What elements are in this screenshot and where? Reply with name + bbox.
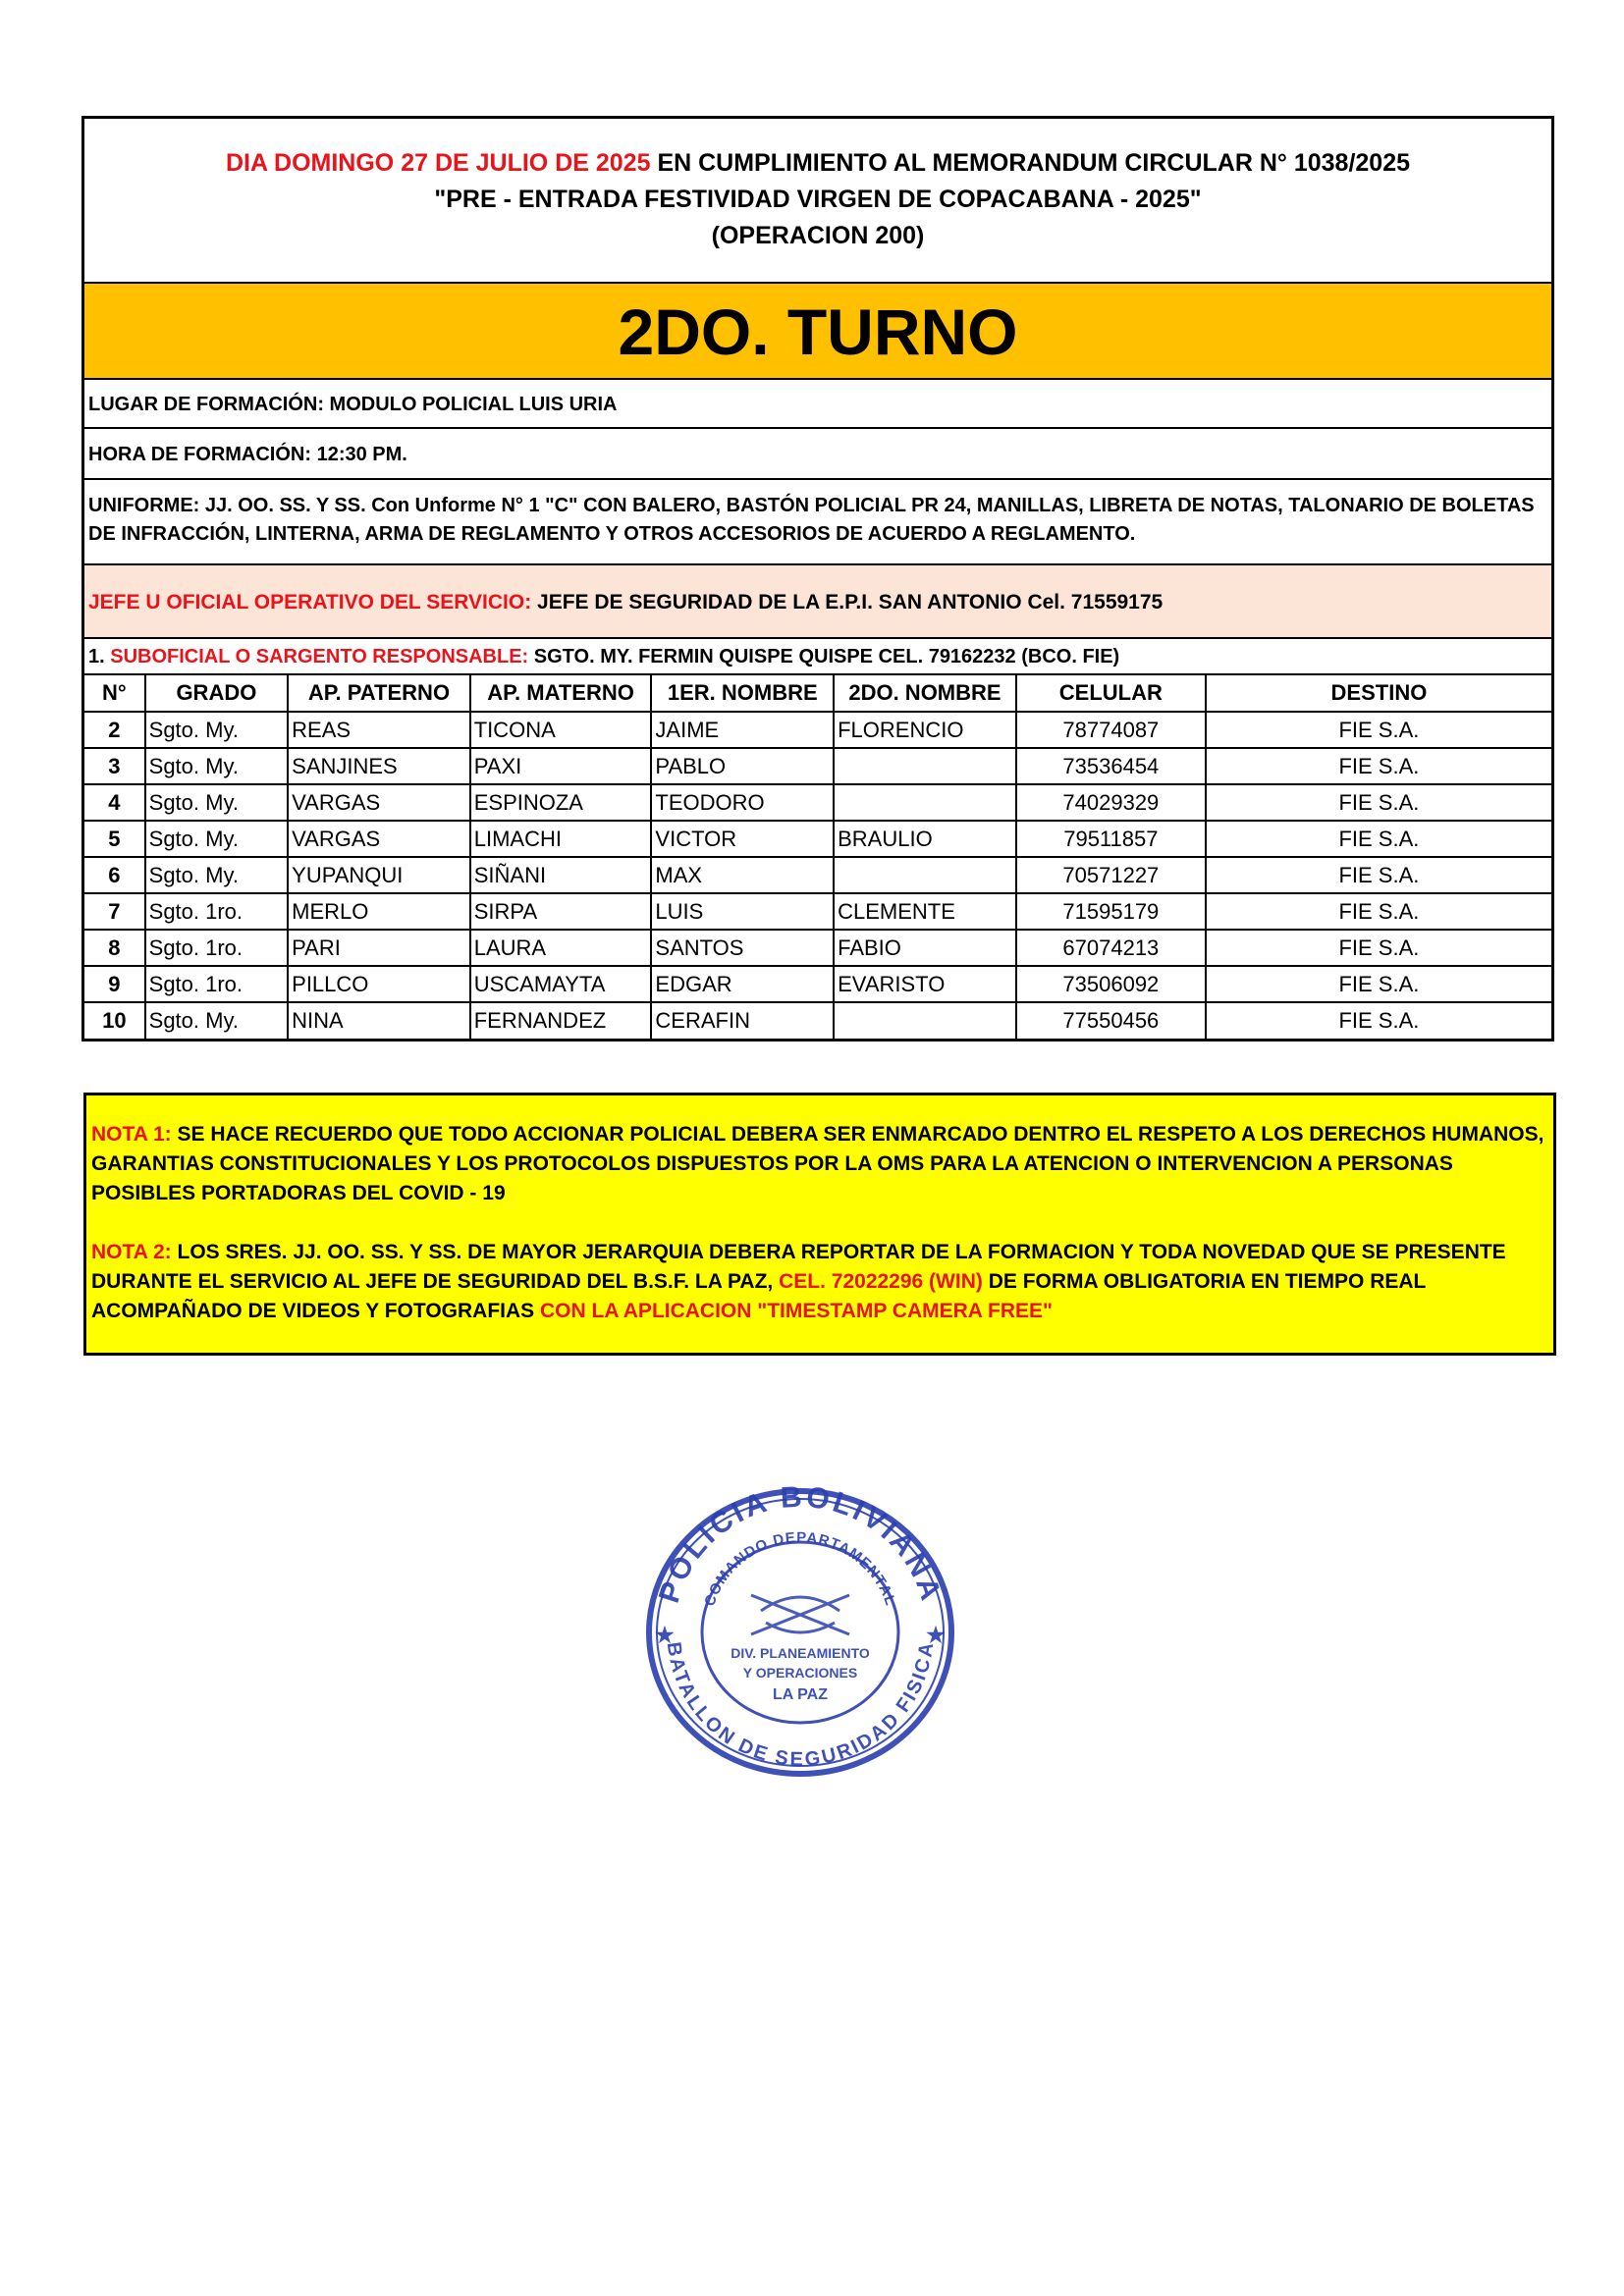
operation-sheet	[81, 116, 1554, 1041]
cell-celular: 70571227	[1016, 857, 1206, 893]
table-row	[84, 966, 1551, 1002]
nota-2-cel: CEL. 72022296 (WIN)	[779, 1270, 983, 1293]
cell-nombre2: FABIO	[834, 930, 1016, 966]
cell-paterno: NINA	[288, 1002, 470, 1039]
cell-materno: LAURA	[470, 930, 652, 966]
cell-num: 8	[84, 930, 145, 966]
cell-nombre1: LUIS	[651, 893, 834, 930]
header-line-3: (OPERACION 200)	[711, 222, 925, 249]
cell-nombre2: BRAULIO	[834, 821, 1016, 857]
cell-nombre1: CERAFIN	[651, 1002, 834, 1039]
lugar-formacion: LUGAR DE FORMACIÓN: MODULO POLICIAL LUIS URIA	[84, 380, 1551, 429]
cell-celular: 79511857	[1016, 821, 1206, 857]
cell-materno: USCAMAYTA	[470, 966, 652, 1002]
cell-materno: SIÑANI	[470, 857, 652, 893]
cell-grado: Sgto. 1ro.	[145, 893, 289, 930]
cell-destino: FIE S.A.	[1206, 712, 1551, 748]
cell-destino: FIE S.A.	[1206, 893, 1551, 930]
nota-2-text-2: DE FORMA OBLIGATORIA EN TIEMPO REAL ACOMPAÑADO DE VIDEOS Y FOTOGRAFIAS	[91, 1270, 1426, 1322]
header-memo: EN CUMPLIMIENTO AL MEMORANDUM CIRCULAR N° 1038/2025	[650, 149, 1411, 177]
cell-num: 7	[84, 893, 145, 930]
table-row	[84, 930, 1551, 966]
seal-star-left: ★	[655, 1623, 675, 1647]
header-line-1	[84, 145, 1551, 182]
cell-destino: FIE S.A.	[1206, 930, 1551, 966]
cell-celular: 77550456	[1016, 1002, 1206, 1039]
cell-num: 2	[84, 712, 145, 748]
cell-nombre2	[834, 1002, 1016, 1039]
cell-paterno: SANJINES	[288, 748, 470, 784]
cell-grado: Sgto. My.	[145, 784, 289, 821]
jefe-label: JEFE U OFICIAL OPERATIVO DEL SERVICIO:	[88, 591, 532, 614]
cell-paterno: REAS	[288, 712, 470, 748]
cell-destino: FIE S.A.	[1206, 966, 1551, 1002]
nota-2-app: CON LA APLICACION "TIMESTAMP CAMERA FREE"	[540, 1300, 1053, 1322]
seal-line-3: LA PAZ	[773, 1686, 828, 1703]
cell-nombre2: CLEMENTE	[834, 893, 1016, 930]
cell-destino: FIE S.A.	[1206, 821, 1551, 857]
col-header-celular: CELULAR	[1016, 675, 1206, 712]
cell-destino: FIE S.A.	[1206, 748, 1551, 784]
col-header-nombre1: 1ER. NOMBRE	[651, 675, 834, 712]
cell-grado: Sgto. 1ro.	[145, 966, 289, 1002]
col-header-num: N°	[84, 675, 145, 712]
cell-grado: Sgto. My.	[145, 821, 289, 857]
cell-paterno: VARGAS	[288, 784, 470, 821]
col-header-nombre2: 2DO. NOMBRE	[834, 675, 1016, 712]
cell-materno: FERNANDEZ	[470, 1002, 652, 1039]
document-header	[84, 119, 1551, 284]
cell-nombre2	[834, 784, 1016, 821]
nota-2-label: NOTA 2:	[91, 1241, 172, 1263]
cell-nombre1: MAX	[651, 857, 834, 893]
nota-2-text: LOS SRES. JJ. OO. SS. Y SS. DE MAYOR JERARQUIA DEBERA REPORTAR DE LA FORMACION Y TODA NOVEDAD QUE SE PRESENTE DURANTE EL SERVICIO AL JEFE DE SEGURIDAD DEL B.S.F. LA PAZ,	[91, 1241, 1506, 1293]
cell-celular: 71595179	[1016, 893, 1206, 930]
cell-num: 10	[84, 1002, 145, 1039]
cell-grado: Sgto. My.	[145, 712, 289, 748]
jefe-operativo	[84, 565, 1551, 639]
table-row	[84, 893, 1551, 930]
cell-materno: SIRPA	[470, 893, 652, 930]
seal-outer-bottom: BATALLON DE SEGURIDAD FISICA	[662, 1640, 939, 1771]
cell-celular: 78774087	[1016, 712, 1206, 748]
cell-nombre1: VICTOR	[651, 821, 834, 857]
table-header-row	[84, 675, 1551, 712]
seal-line-2: Y OPERACIONES	[742, 1665, 858, 1681]
suboficial-value: SGTO. MY. FERMIN QUISPE QUISPE CEL. 79162232 (BCO. FIE)	[528, 646, 1120, 667]
table-row	[84, 857, 1551, 893]
cell-celular: 73506092	[1016, 966, 1206, 1002]
table-row	[84, 784, 1551, 821]
cell-materno: TICONA	[470, 712, 652, 748]
nota-1-text: SE HACE RECUERDO QUE TODO ACCIONAR POLICIAL DEBERA SER ENMARCADO DENTRO EL RESPETO A LOS DERECHOS HUMANOS, GARANTIAS CONSTITUCIONALES Y LOS PROTOCOLOS DISPUESTOS POR LA OMS PARA LA ATENCION O INTERVENCION A PERSONAS POSIBLES PORTADORAS DEL COVID - 19	[91, 1123, 1544, 1204]
suboficial-num: 1.	[88, 646, 111, 667]
cell-paterno: PARI	[288, 930, 470, 966]
cell-grado: Sgto. My.	[145, 1002, 289, 1039]
cell-paterno: PILLCO	[288, 966, 470, 1002]
cell-num: 4	[84, 784, 145, 821]
seal-star-right: ★	[926, 1623, 946, 1647]
cell-paterno: MERLO	[288, 893, 470, 930]
table-row	[84, 712, 1551, 748]
cell-nombre1: PABLO	[651, 748, 834, 784]
cell-nombre2	[834, 748, 1016, 784]
nota-2	[91, 1238, 1549, 1326]
cell-nombre1: SANTOS	[651, 930, 834, 966]
cell-paterno: VARGAS	[288, 821, 470, 857]
seal-inner-top: COMANDO DEPARTAMENTAL	[701, 1528, 899, 1609]
col-header-materno: AP. MATERNO	[470, 675, 652, 712]
crossed-batons-icon	[751, 1595, 849, 1634]
table-row	[84, 821, 1551, 857]
cell-materno: ESPINOZA	[470, 784, 652, 821]
cell-nombre2: EVARISTO	[834, 966, 1016, 1002]
header-date: DIA DOMINGO 27 DE JULIO DE 2025	[225, 149, 651, 177]
hora-formacion: HORA DE FORMACIÓN: 12:30 PM.	[84, 429, 1551, 480]
col-header-paterno: AP. PATERNO	[288, 675, 470, 712]
cell-num: 6	[84, 857, 145, 893]
nota-1-label: NOTA 1:	[91, 1123, 172, 1146]
cell-num: 5	[84, 821, 145, 857]
cell-nombre2	[834, 857, 1016, 893]
personnel-table-wrap	[84, 675, 1551, 1039]
suboficial-responsable	[84, 639, 1551, 675]
cell-materno: LIMACHI	[470, 821, 652, 857]
cell-grado: Sgto. My.	[145, 748, 289, 784]
cell-nombre2: FLORENCIO	[834, 712, 1016, 748]
cell-destino: FIE S.A.	[1206, 857, 1551, 893]
jefe-value: JEFE DE SEGURIDAD DE LA E.P.I. SAN ANTONIO Cel. 71559175	[531, 591, 1164, 614]
col-header-grado: GRADO	[145, 675, 289, 712]
suboficial-label: SUBOFICIAL O SARGENTO RESPONSABLE:	[110, 646, 529, 667]
seal-outer-top: POLICIA BOLIVIANA	[652, 1485, 948, 1607]
cell-num: 9	[84, 966, 145, 1002]
personnel-table	[84, 675, 1551, 1039]
cell-grado: Sgto. 1ro.	[145, 930, 289, 966]
notes-box	[83, 1093, 1556, 1356]
cell-destino: FIE S.A.	[1206, 784, 1551, 821]
nota-1	[91, 1120, 1549, 1208]
cell-nombre1: TEODORO	[651, 784, 834, 821]
cell-celular: 67074213	[1016, 930, 1206, 966]
header-line-2: "PRE - ENTRADA FESTIVIDAD VIRGEN DE COPACABANA - 2025"	[434, 186, 1202, 213]
cell-materno: PAXI	[470, 748, 652, 784]
cell-destino: FIE S.A.	[1338, 1008, 1420, 1033]
cell-grado: Sgto. My.	[145, 857, 289, 893]
table-row	[84, 1002, 1551, 1039]
cell-celular: 74029329	[1016, 784, 1206, 821]
cell-num: 3	[84, 748, 145, 784]
uniforme-text: UNIFORME: JJ. OO. SS. Y SS. Con Unforme N° 1 "C" CON BALERO, BASTÓN POLICIAL PR 24, MANILLAS, LIBRETA DE NOTAS, TALONARIO DE BOLETAS DE INFRACCIÓN, LINTERNA, ARMA DE REGLAMENTO Y OTROS ACCESORIOS DE ACUERDO A REGLAMENTO.	[84, 480, 1551, 565]
police-seal-stamp	[643, 1485, 957, 1780]
seal-line-1: DIV. PLANEAMIENTO	[731, 1645, 870, 1661]
cell-nombre1: JAIME	[651, 712, 834, 748]
table-row	[84, 748, 1551, 784]
turno-title: 2DO. TURNO	[84, 284, 1551, 380]
cell-nombre1: EDGAR	[651, 966, 834, 1002]
cell-paterno: YUPANQUI	[288, 857, 470, 893]
col-header-destino: DESTINO	[1206, 675, 1551, 712]
cell-celular: 73536454	[1016, 748, 1206, 784]
